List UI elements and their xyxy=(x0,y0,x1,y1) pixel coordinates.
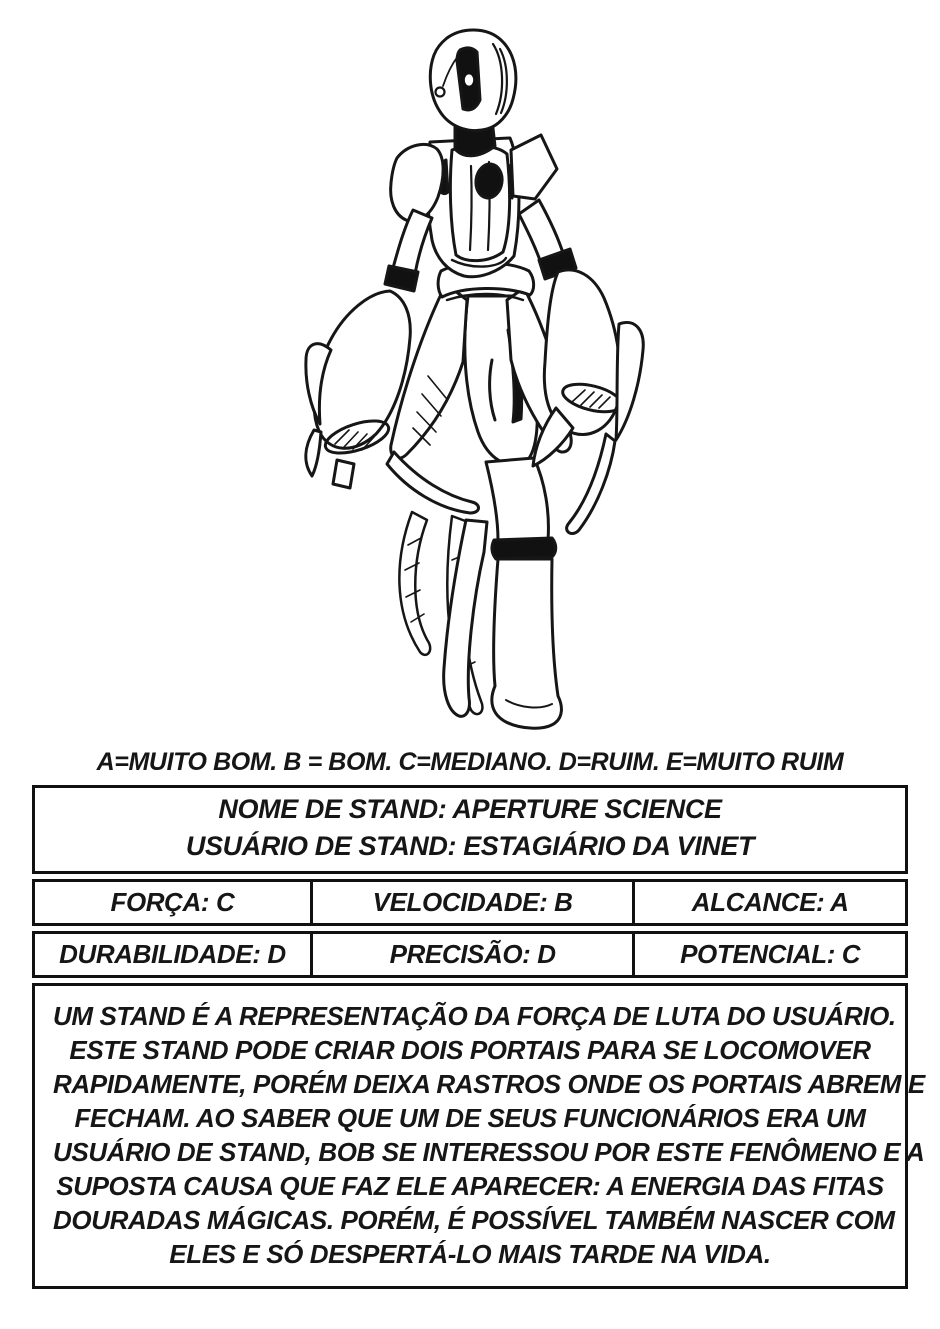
stand-description-box xyxy=(32,983,925,1289)
description-line: FECHAM. AO SABER QUE UM DE SEUS FUNCIONÁRIOS ERA UM xyxy=(74,1103,866,1133)
description-line: DOURADAS MÁGICAS. PORÉM, É POSSÍVEL TAMBÉM NASCER COM xyxy=(53,1205,895,1235)
description-line: SUPOSTA CAUSA QUE FAZ ELE APARECER: A ENERGIA DAS FITAS xyxy=(56,1171,884,1201)
stat-cell-forca: FORÇA: C xyxy=(110,887,235,917)
stat-cell-precisao: PRECISÃO: D xyxy=(310,934,635,975)
stand-user-line: USUÁRIO DE STAND: ESTAGIÁRIO DA VINET xyxy=(185,831,755,861)
stand-name-line: NOME DE STAND: APERTURE SCIENCE xyxy=(218,794,722,824)
stats-row-2 xyxy=(32,931,908,978)
description-line: USUÁRIO DE STAND, BOB SE INTERESSOU POR ESTE FENÔMENO E A xyxy=(53,1137,925,1167)
description-line: ELES E SÓ DESPERTÁ-LO MAIS TARDE NA VIDA. xyxy=(169,1239,771,1269)
card-title-box xyxy=(32,785,908,874)
stat-cell-durabilidade: DURABILIDADE: D xyxy=(59,939,286,969)
ratings-legend: A=MUITO BOM. B = BOM. C=MEDIANO. D=RUIM. E=MUITO RUIM xyxy=(96,748,844,776)
description-line: UM STAND É A REPRESENTAÇÃO DA FORÇA DE LUTA DO USUÁRIO. xyxy=(53,1001,896,1031)
description-line: ESTE STAND PODE CRIAR DOIS PORTAIS PARA SE LOCOMOVER xyxy=(69,1035,871,1065)
stats-row-1 xyxy=(32,879,908,926)
description-line: RAPIDAMENTE, PORÉM DEIXA RASTROS ONDE OS PORTAIS ABREM E xyxy=(53,1069,925,1099)
stat-cell-velocidade: VELOCIDADE: B xyxy=(310,882,635,923)
stand-stat-card xyxy=(32,785,925,1289)
stat-cell-alcance: ALCANCE: A xyxy=(691,887,849,917)
front-boot xyxy=(492,538,562,728)
stat-cell-potencial: POTENCIAL: C xyxy=(680,939,861,969)
